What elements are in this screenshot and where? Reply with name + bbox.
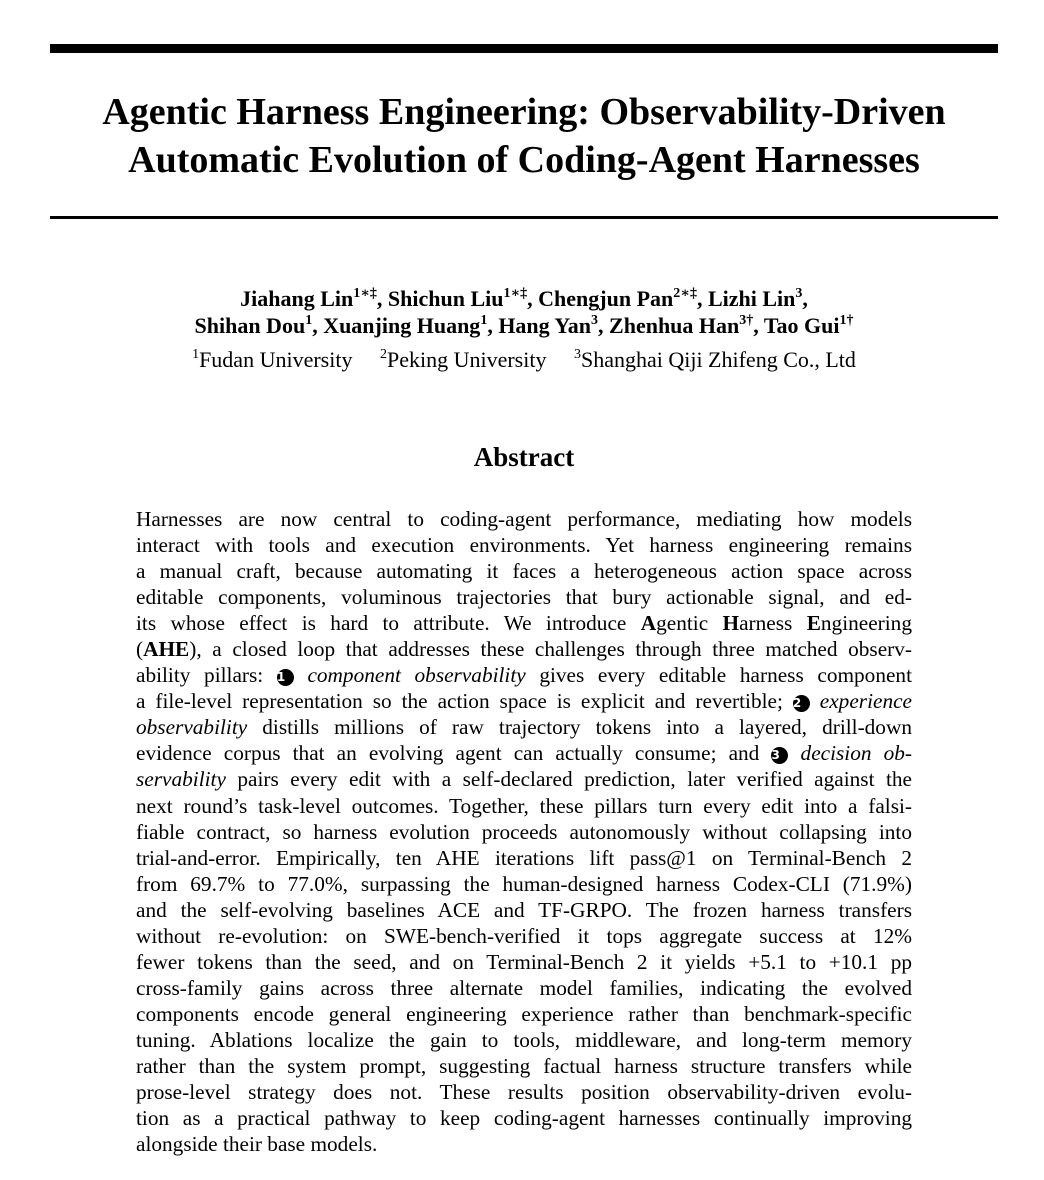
- abstract-line: [136, 1053, 912, 1079]
- abstract-text: gives every editable harness component: [525, 663, 912, 688]
- affiliation-number: 1: [192, 347, 200, 362]
- bold-text: AHE: [143, 637, 190, 662]
- author-marks: 1: [480, 313, 488, 328]
- abstract-text: tion as a practical pathway to keep coding-agent harnesses continually improving: [136, 1106, 912, 1131]
- italic-text: observability: [136, 715, 248, 740]
- abstract-line: [136, 1105, 912, 1131]
- abstract-line: [136, 1079, 912, 1105]
- abstract-line: [136, 532, 912, 558]
- abstract-line: [136, 688, 912, 714]
- abstract-text: alongside their base models.: [136, 1132, 378, 1157]
- author-name: Lizhi Lin: [707, 286, 796, 311]
- paper-title: [50, 88, 998, 184]
- author-name: Shihan Dou: [194, 313, 306, 338]
- author-name: Hang Yan: [498, 313, 592, 338]
- author-list: [50, 285, 998, 339]
- abstract-text: evidence corpus that an evolving agent can actually consume; and: [136, 741, 772, 766]
- bold-text: E: [806, 611, 821, 636]
- abstract-text: ability pillars:: [136, 663, 277, 688]
- abstract-line: [136, 897, 912, 923]
- author-name: Shichun Liu: [387, 286, 504, 311]
- author-name: Jiahang Lin: [240, 286, 354, 311]
- author-marks: 1: [305, 313, 313, 328]
- title-line: Agentic Harness Engineering: Observability-Driven: [102, 91, 946, 133]
- author-marks: 1†: [839, 313, 854, 328]
- abstract-text: Harnesses are now central to coding-agent performance, mediating how models: [136, 507, 912, 531]
- affiliations: [50, 346, 998, 373]
- abstract-text: [788, 741, 800, 765]
- abstract-text: a file-level representation so the action space is explicit and revertible;: [136, 689, 793, 714]
- abstract-text: gentic: [656, 611, 723, 636]
- author-name: Chengjun Pan: [538, 286, 674, 311]
- abstract-text: distills millions of raw trajectory tokens into a layered, drill-down: [247, 715, 912, 740]
- italic-text: experience: [819, 689, 912, 714]
- author-marks: 1∗‡: [503, 286, 528, 301]
- author-line: Jiahang Lin$^{1∗\ddagger}$, Shichun Liu$^{1∗\ddagger}$, Chengjun Pan$^{2∗\ddagger}$, Lizhi Lin$^3$,: [240, 286, 808, 311]
- italic-text: decision ob-: [800, 741, 913, 766]
- affiliation-number: 3: [573, 347, 581, 362]
- affiliation: [574, 347, 856, 372]
- abstract-line: [136, 949, 912, 975]
- abstract-text: ), a closed loop that addresses these challenges through three matched observ-: [189, 637, 912, 662]
- abstract-text: its whose effect is hard to attribute. We introduce: [136, 611, 641, 636]
- author-name: Xuanjing Huang: [323, 313, 481, 338]
- abstract-line: [136, 923, 912, 949]
- abstract-heading: Abstract: [473, 442, 575, 472]
- abstract-line: [136, 1027, 912, 1053]
- abstract-line: [136, 740, 912, 766]
- affiliation: [192, 347, 352, 372]
- abstract-line: [136, 584, 912, 610]
- abstract-text: fewer tokens than the seed, and on Terminal-Bench 2 it yields +5.1 to +10.1 pp: [136, 949, 912, 974]
- abstract-line: [136, 975, 912, 1001]
- title-line: Automatic Evolution of Coding-Agent Harnesses: [128, 139, 920, 181]
- numbered-bullet-icon: 2: [793, 695, 810, 712]
- abstract-text: pairs every edit with a self-declared prediction, later verified against the: [225, 767, 912, 792]
- abstract-text: rather than the system prompt, suggesting factual harness structure transfers while: [136, 1053, 912, 1078]
- author-marks: 3: [795, 286, 803, 301]
- abstract-line: [136, 793, 912, 819]
- abstract-line: [136, 610, 912, 636]
- abstract-text: (: [136, 637, 144, 662]
- affiliation-name: Shanghai Qiji Zhifeng Co., Ltd: [580, 347, 856, 372]
- abstract-text: fiable contract, so harness evolution proceeds autonomously without collapsing into: [136, 819, 912, 844]
- abstract-text: editable components, voluminous trajectories that bury actionable signal, and ed-: [136, 585, 912, 610]
- author-marks: 3: [591, 313, 599, 328]
- abstract-text: without re-evolution: on SWE-bench-verified it tops aggregate success at 12%: [136, 923, 912, 948]
- abstract-line: [136, 1131, 912, 1157]
- affiliation-name: Peking University: [386, 347, 547, 372]
- abstract-text: next round’s task-level outcomes. Together, these pillars turn every edit into a falsi-: [136, 793, 912, 818]
- author-marks: 1∗‡: [353, 286, 377, 301]
- author-name: Tao Gui: [763, 313, 840, 338]
- affiliation-name: Fudan University: [199, 347, 353, 372]
- abstract-line: [136, 845, 912, 871]
- abstract-text: components encode general engineering experience rather than benchmark-specific: [136, 1001, 912, 1026]
- abstract-line: [136, 819, 912, 845]
- top-rule: [50, 44, 998, 53]
- author-marks: 3†: [739, 313, 754, 328]
- abstract-line: [136, 662, 912, 688]
- abstract-text: prose-level strategy does not. These results position observability-driven evolu-: [136, 1080, 912, 1105]
- numbered-bullet-icon: 3: [771, 747, 788, 764]
- abstract-text: cross-family gains across three alternate model families, indicating the evolved: [136, 975, 912, 1000]
- author-line: Shihan Dou$^1$, Xuanjing Huang$^1$, Hang Yan$^3$, Zhenhua Han$^{3\dagger}$, Tao Gui$^{1\dagger}$: [194, 313, 854, 338]
- abstract-text: [810, 689, 820, 713]
- abstract-line: [136, 636, 912, 662]
- italic-text: servability: [136, 767, 226, 792]
- abstract-text: interact with tools and execution environments. Yet harness engineering remains: [136, 533, 912, 558]
- abstract-text: a manual craft, because automating it faces a heterogeneous action space across: [136, 559, 912, 584]
- abstract-text: from 69.7% to 77.0%, surpassing the human-designed harness Codex-CLI (71.9%): [136, 871, 912, 896]
- abstract-text: arness: [739, 611, 807, 636]
- abstract-line: [136, 714, 912, 740]
- affiliation-number: 2: [379, 347, 387, 362]
- abstract-body: [136, 506, 912, 1157]
- abstract-line: [136, 558, 912, 584]
- abstract-text: [294, 663, 308, 687]
- author-marks: 2∗‡: [673, 286, 697, 301]
- abstract-text: tuning. Ablations localize the gain to tools, middleware, and long-term memory: [136, 1027, 912, 1052]
- affiliation: [380, 347, 547, 372]
- abstract-text: ngineering: [820, 611, 912, 636]
- abstract-line: [136, 871, 912, 897]
- abstract-text: and the self-evolving baselines ACE and TF-GRPO. The frozen harness transfers: [136, 897, 912, 922]
- author-name: Zhenhua Han: [609, 313, 740, 338]
- abstract-line: [136, 506, 912, 532]
- abstract-line: [136, 1001, 912, 1027]
- bold-text: A: [640, 611, 657, 636]
- abstract-text: trial-and-error. Empirically, ten AHE iterations lift pass@1 on Terminal-Bench 2: [136, 845, 912, 870]
- bold-text: H: [722, 611, 740, 636]
- title-bottom-rule: [50, 216, 998, 219]
- italic-text: component observability: [307, 663, 526, 688]
- abstract-line: [136, 766, 912, 792]
- numbered-bullet-icon: 1: [277, 669, 294, 686]
